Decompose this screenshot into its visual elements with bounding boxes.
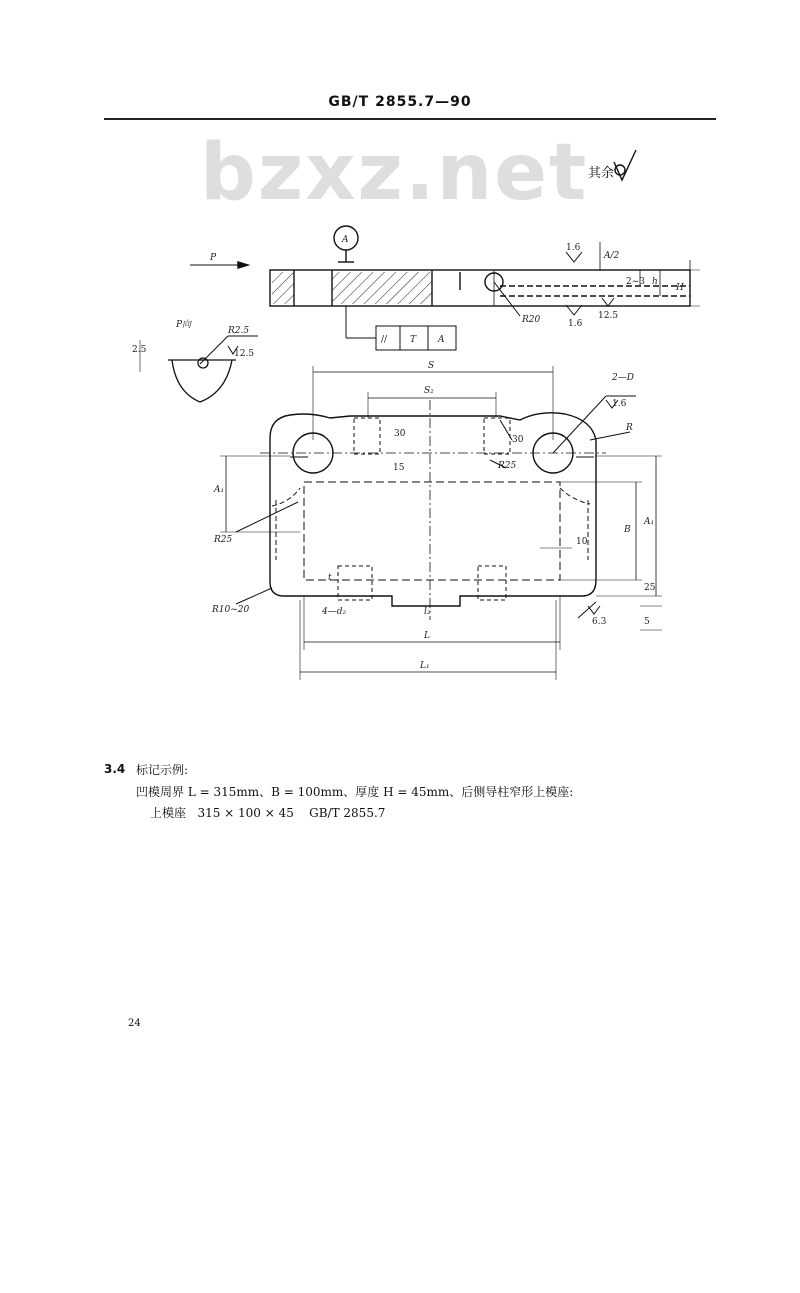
page-number: 24 xyxy=(128,1018,141,1029)
label-ra-12-5: 12.5 xyxy=(598,311,619,321)
label-h: h xyxy=(652,277,658,287)
roughness-symbol-icon xyxy=(614,150,636,180)
section-view xyxy=(190,226,700,350)
label-R2-5: R2.5 xyxy=(228,326,250,336)
label-L1: L₁ xyxy=(420,661,430,671)
label-2-3: 2~3 xyxy=(626,277,645,287)
label-frame-A: A xyxy=(438,335,445,345)
watermark: bzxz.net xyxy=(200,128,589,218)
section-number: 3.4 xyxy=(104,762,126,776)
label-A-datum: A xyxy=(342,235,349,245)
label-p-view: P向 xyxy=(176,320,192,330)
p-view-detail xyxy=(140,336,258,402)
document-code-header: GB/T 2855.7—90 xyxy=(328,94,472,110)
label-A1-right: A₁ xyxy=(644,517,655,527)
label-l2: l₂ xyxy=(424,607,431,617)
label-R10-20: R10~20 xyxy=(212,605,250,615)
label-P: P xyxy=(210,253,217,263)
plan-view xyxy=(220,366,662,680)
label-2-D: 2—D xyxy=(612,373,634,383)
label-25: 25 xyxy=(644,583,656,593)
label-A-half: A/2 xyxy=(604,251,620,261)
label-R: R xyxy=(626,423,633,433)
label-frame-parallel: // xyxy=(381,335,388,345)
label-frame-T: T xyxy=(410,335,417,345)
label-5: 5 xyxy=(644,617,650,627)
label-10: 10 xyxy=(576,537,588,547)
label-S: S xyxy=(428,361,435,371)
label-ra-1-6-bottom: 1.6 xyxy=(568,319,583,329)
label-L: L xyxy=(424,631,430,641)
label-30-right: 30 xyxy=(512,435,524,445)
label-R25-left: R25 xyxy=(214,535,233,545)
label-S2: S₂ xyxy=(424,386,434,396)
label-R20: R20 xyxy=(522,315,541,325)
label-ra-1-6-top: 1.6 xyxy=(566,243,581,253)
label-t: t xyxy=(328,573,332,583)
section-title: 标记示例: xyxy=(136,763,189,777)
label-ra-12-5-detail: 12.5 xyxy=(234,349,255,359)
label-2-5-detail: 2.5 xyxy=(132,345,147,355)
label-30-left: 30 xyxy=(394,429,406,439)
label-4-d2: 4—d₂ xyxy=(322,607,347,617)
label-B: B xyxy=(624,525,631,535)
label-ra-6-3: 6.3 xyxy=(592,617,607,627)
marking-example-line-2: 上模座 315 × 100 × 45 GB/T 2855.7 xyxy=(150,806,386,820)
rest-surface-label: 其余 xyxy=(588,166,615,181)
marking-example-line-1: 凹模周界 L = 315mm、B = 100mm、厚度 H = 45mm、后侧导柱窄形上模座: xyxy=(136,785,574,799)
label-R25-right: R25 xyxy=(498,461,517,471)
label-ra-1-6-hole: 1.6 xyxy=(612,399,627,409)
label-15: 15 xyxy=(393,463,405,473)
label-A1-left: A₁ xyxy=(214,485,225,495)
label-H: H xyxy=(676,283,684,293)
